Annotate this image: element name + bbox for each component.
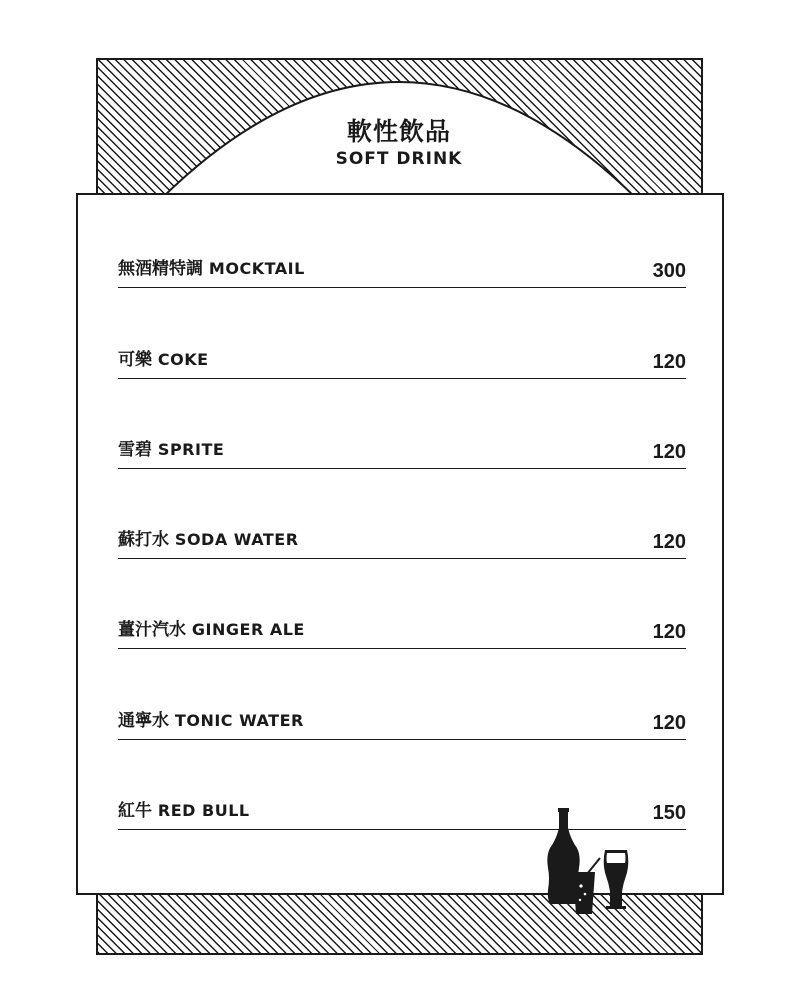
item-name-zh: 雪碧 (118, 440, 152, 460)
item-name-en: SODA WATER (174, 530, 299, 549)
glass-icon (573, 872, 595, 914)
item-name (118, 706, 304, 731)
item-name-en: TONIC WATER (174, 711, 304, 730)
item-name-en: GINGER ALE (191, 620, 305, 639)
menu-item (118, 699, 686, 740)
item-name (118, 525, 299, 550)
item-price: 150 (652, 802, 686, 824)
menu-item (118, 338, 686, 379)
menu-item (118, 247, 686, 288)
item-name-zh: 紅牛 (118, 801, 152, 821)
menu-item (118, 518, 686, 559)
item-name-zh: 通寧水 (118, 711, 169, 731)
item-name (118, 435, 224, 460)
item-price: 120 (652, 531, 686, 553)
item-price: 120 (652, 441, 686, 463)
item-price: 300 (652, 260, 686, 282)
menu-item (118, 428, 686, 469)
item-price: 120 (652, 712, 686, 734)
item-price: 120 (652, 621, 686, 643)
item-name-en: COKE (157, 350, 209, 369)
item-name-zh: 可樂 (118, 350, 152, 370)
item-name-en: MOCKTAIL (208, 259, 305, 278)
bottle-and-glasses-icon (545, 806, 645, 918)
item-name (118, 615, 305, 640)
item-name-zh: 蘇打水 (118, 530, 169, 550)
item-name (118, 345, 209, 370)
item-name (118, 254, 305, 279)
item-name-en: RED BULL (157, 801, 250, 820)
item-name-zh: 薑汁汽水 (118, 620, 186, 640)
menu-title-zh: 軟性飲品 (346, 117, 451, 146)
item-name-zh: 無酒精特調 (118, 259, 203, 279)
menu-item (118, 608, 686, 649)
item-name (118, 796, 250, 821)
item-name-en: SPRITE (157, 440, 225, 459)
item-price: 120 (652, 351, 686, 373)
menu-title-en: SOFT DRINK (335, 149, 463, 169)
menu-card (76, 193, 724, 895)
